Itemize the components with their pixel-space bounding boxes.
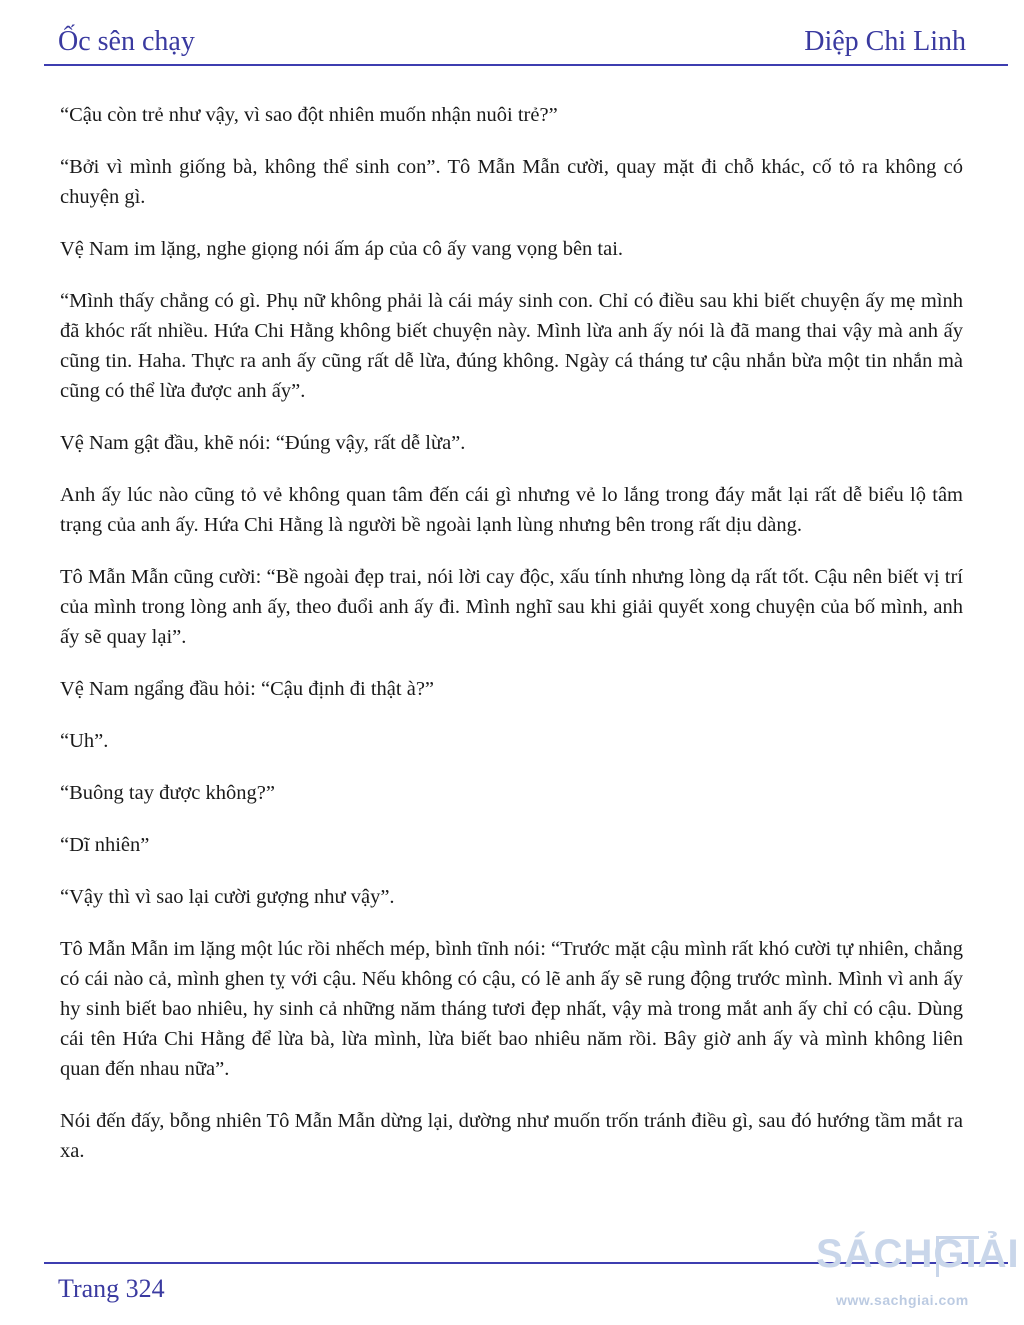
paragraph: “Bởi vì mình giống bà, không thể sinh con”. Tô Mẫn Mẫn cười, quay mặt đi chỗ khác, cố tỏ ra không có chuyện gì. [60,156,963,208]
paragraph: Vệ Nam im lặng, nghe giọng nói ấm áp của cô ấy vang vọng bên tai. [60,238,624,260]
paragraph: Vệ Nam ngẩng đầu hỏi: “Cậu định đi thật à?” [60,678,435,700]
paragraph: Vệ Nam gật đầu, khẽ nói: “Đúng vậy, rất dễ lừa”. [60,432,466,454]
paragraph: Tô Mẫn Mẫn im lặng một lúc rồi nhếch mép, bình tĩnh nói: “Trước mặt cậu mình rất khó cười tự nhiên, chẳng có cái nào cả, mình ghen tỵ với cậu. Nếu không có cậu, có lẽ anh ấy sẽ rung động trước mình. Mình vì anh ấy hy sinh biết bao nhiêu, hy sinh cả những năm tháng tươi đẹp nhất, vậy mà trong mắt anh ấy chỉ có cậu. Dùng cái tên Hứa Chi Hằng để lừa bà, lừa mình, lừa biết bao nhiêu năm rồi. Bây giờ anh ấy và mình không liên quan đến nhau nữa”. [60,938,963,1080]
paragraph: Tô Mẫn Mẫn cũng cười: “Bề ngoài đẹp trai, nói lời cay độc, xấu tính nhưng lòng dạ rất tốt. Cậu nên biết vị trí của mình trong lòng anh ấy, theo đuổi anh ấy đi. Mình nghĩ sau khi giải quyết xong chuyện của bố mình, anh ấy sẽ quay lại”. [60,566,963,648]
paragraph: Anh ấy lúc nào cũng tỏ vẻ không quan tâm đến cái gì nhưng vẻ lo lắng trong đáy mắt lại rất dễ biểu lộ tâm trạng của anh ấy. Hứa Chi Hằng là người bề ngoài lạnh lùng nhưng bên trong rất dịu dàng. [60,484,963,536]
page-number: Trang 324 [58,1274,165,1303]
paragraph: “Buông tay được không?” [60,782,275,804]
paragraph: Nói đến đấy, bỗng nhiên Tô Mẫn Mẫn dừng lại, dường như muốn trốn tránh điều gì, sau đó hướng tầm mắt ra xa. [60,1110,963,1162]
page-header [58,22,966,66]
page-body [60,100,963,1188]
paragraph: “Dĩ nhiên” [60,834,150,856]
paragraph: “Uh”. [60,730,109,752]
book-title: Ốc sên chạy [58,26,195,57]
paragraph: “Mình thấy chẳng có gì. Phụ nữ không phải là cái máy sinh con. Chỉ có điều sau khi biết chuyện ấy mẹ mình đã khóc rất nhiều. Hứa Chi Hằng không biết chuyện này. Mình lừa anh ấy nói là đã mang thai vậy mà anh ấy cũng tin. Haha. Thực ra anh ấy cũng rất dễ lừa, đúng không. Ngày cá tháng tư cậu nhắn bừa một tin nhắn mà cũng có thể lừa được anh ấy”. [60,290,963,402]
watermark [816,1232,1024,1322]
paragraph: “Cậu còn trẻ như vậy, vì sao đột nhiên muốn nhận nuôi trẻ?” [60,104,558,126]
watermark-logo: SÁCHGIẢI [816,1232,1020,1276]
watermark-url: www.sachgiai.com [836,1292,969,1308]
paragraph: “Vậy thì vì sao lại cười gượng như vậy”. [60,886,395,908]
author-name: Diệp Chi Linh [804,26,966,57]
header-divider [44,64,1008,66]
